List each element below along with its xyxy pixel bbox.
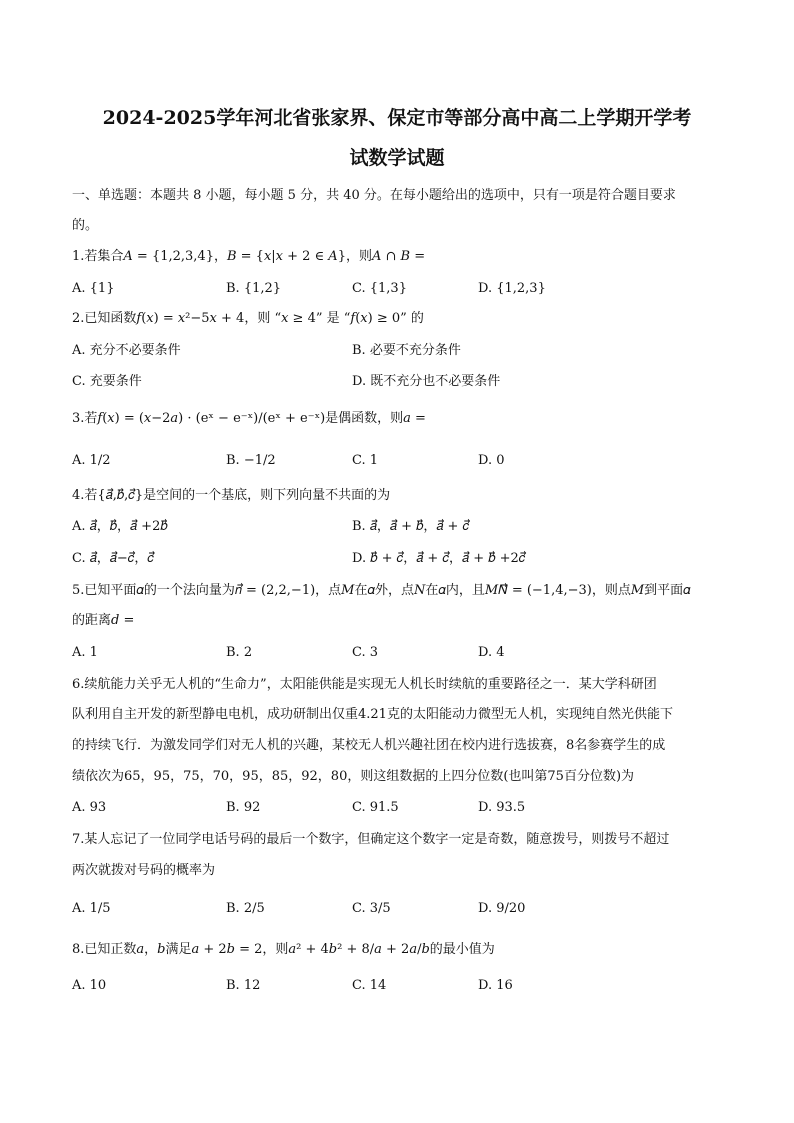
question-5-option-a: A. 1: [72, 645, 98, 660]
question-1-stem: 1.若集合𝐴 = {1,2,3,4}，𝐵 = {𝑥|𝑥 + 2 ∈ 𝐴}，则𝐴 ∩ 𝐵 =: [72, 249, 426, 264]
question-5-option-b: B. 2: [226, 645, 253, 660]
question-6-stem-line-4: 绩依次为65，95，75，70，95，85，92，80，则这组数据的上四分位数(也叫第75百分位数)为: [72, 769, 635, 784]
question-1-option-b: B. {1,2}: [226, 281, 282, 296]
question-6-option-d: D. 93.5: [478, 800, 526, 815]
question-6-option-a: A. 93: [72, 800, 107, 815]
question-5-stem-line-2: 的距离𝑑 =: [72, 613, 135, 628]
question-4-option-a: A. 𝑎⃗，𝑏⃗，𝑎⃗ +2𝑏⃗: [72, 519, 168, 534]
question-4-option-c: C. 𝑎⃗，𝑎⃗−𝑐⃗，𝑐⃗: [72, 551, 154, 566]
question-3-option-a: A. 1/2: [72, 453, 111, 468]
exam-title-line-1: 2024-2025学年河北省张家界、保定市等部分高中高二上学期开学考: [102, 107, 692, 129]
question-1-option-c: C. {1,3}: [352, 281, 407, 296]
question-4-stem: 4.若{𝑎⃗,𝑏⃗,𝑐⃗}是空间的一个基底，则下列向量不共面的为: [72, 488, 391, 503]
question-1-option-a: A. {1}: [72, 281, 115, 296]
question-5-stem-line-1: 5.已知平面𝛼的一个法向量为𝑛⃗ = (2,2,−1)，点𝑀在𝛼外，点𝑁在𝛼内，且𝑀𝑁⃗ = (−1,4,−3)，则点𝑀到平面𝛼: [72, 583, 691, 598]
question-5-option-c: C. 3: [352, 645, 379, 660]
question-2-option-d: D. 既不充分也不必要条件: [352, 374, 501, 389]
question-8-stem: 8.已知正数𝑎，𝑏满足𝑎 + 2𝑏 = 2，则𝑎² + 4𝑏² + 8/𝑎 + 2𝑎/𝑏的最小值为: [72, 942, 495, 957]
question-6-option-c: C. 91.5: [352, 800, 399, 815]
question-2-option-b: B. 必要不充分条件: [352, 343, 461, 358]
section-instructions-line-2: 的。: [72, 218, 99, 233]
question-4-option-d: D. 𝑏⃗ + 𝑐⃗，𝑎⃗ + 𝑐⃗，𝑎⃗ + 𝑏⃗ +2𝑐⃗: [352, 551, 526, 566]
question-7-option-d: D. 9/20: [478, 901, 526, 916]
question-2-option-a: A. 充分不必要条件: [72, 343, 181, 358]
question-3-option-d: D. 0: [478, 453, 505, 468]
question-4-option-b: B. 𝑎⃗，𝑎⃗ + 𝑏⃗，𝑎⃗ + 𝑐⃗: [352, 519, 470, 534]
question-6-stem-line-1: 6.续航能力关乎无人机的“生命力”，太阳能供能是实现无人机长时续航的重要路径之一．某大学科研团: [72, 677, 657, 692]
section-instructions-line-1: 一、单选题：本题共 8 小题，每小题 5 分，共 40 分。在每小题给出的选项中，只有一项是符合题目要求: [72, 188, 676, 203]
question-8-option-c: C. 14: [352, 978, 387, 993]
question-3-stem: 3.若𝑓(𝑥) = (𝑥−2𝑎) · (eˣ − e⁻ˣ)/(eˣ + e⁻ˣ)是偶函数，则𝑎 =: [72, 411, 426, 426]
question-3-option-c: C. 1: [352, 453, 379, 468]
question-7-option-b: B. 2/5: [226, 901, 265, 916]
question-2-stem: 2.已知函数𝑓(𝑥) = 𝑥²−5𝑥 + 4，则 “𝑥 ≥ 4” 是 “𝑓(𝑥) ≥ 0” 的: [72, 311, 424, 326]
question-8-option-d: D. 16: [478, 978, 513, 993]
question-5-option-d: D. 4: [478, 645, 505, 660]
question-1-option-d: D. {1,2,3}: [478, 281, 546, 296]
question-2-option-c: C. 充要条件: [72, 374, 142, 389]
question-7-option-a: A. 1/5: [72, 901, 111, 916]
question-7-stem-line-1: 7.某人忘记了一位同学电话号码的最后一个数字，但确定这个数字一定是奇数，随意拨号，则拨号不超过: [72, 832, 670, 847]
question-7-option-c: C. 3/5: [352, 901, 391, 916]
question-8-option-b: B. 12: [226, 978, 261, 993]
exam-title-line-2: 试数学试题: [349, 147, 445, 169]
question-8-option-a: A. 10: [72, 978, 107, 993]
question-3-option-b: B. −1/2: [226, 453, 276, 468]
question-7-stem-line-2: 两次就拨对号码的概率为: [72, 863, 216, 878]
question-6-option-b: B. 92: [226, 800, 261, 815]
question-6-stem-line-3: 的持续飞行．为激发同学们对无人机的兴趣，某校无人机兴趣社团在校内进行选拔赛，8名参赛学生的成: [72, 738, 666, 753]
question-6-stem-line-2: 队利用自主开发的新型静电电机，成功研制出仅重4.21克的太阳能动力微型无人机，实现纯自然光供能下: [72, 707, 673, 722]
